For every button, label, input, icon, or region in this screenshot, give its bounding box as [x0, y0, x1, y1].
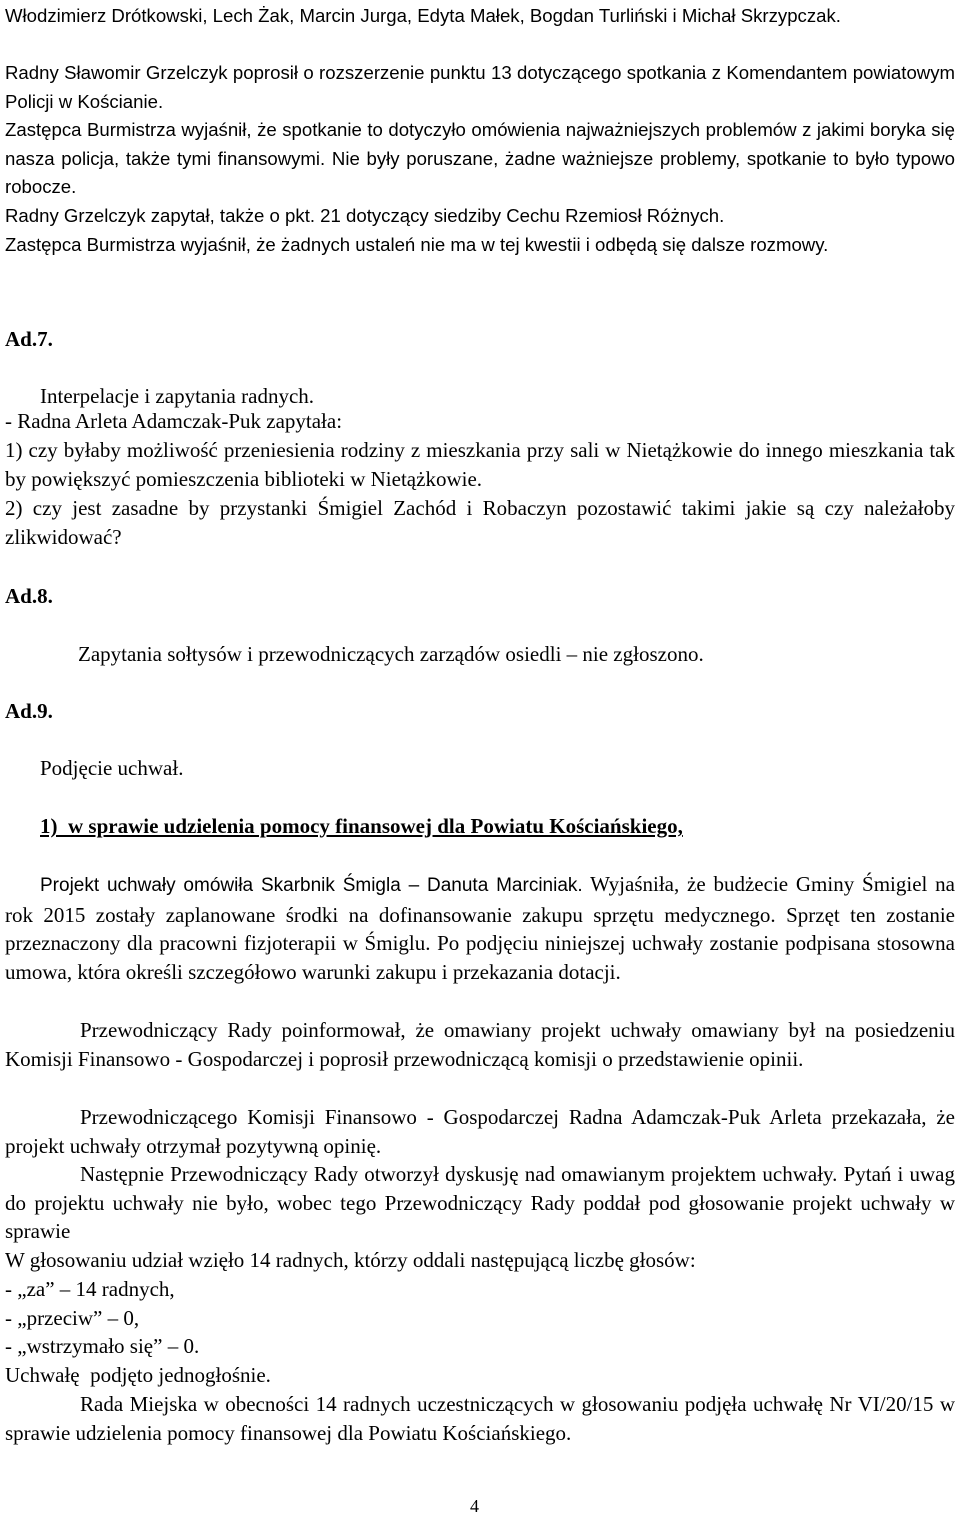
resolution-paragraph-4: Następnie Przewodniczący Rady otworzył dyskusję nad omawianym projektem uchwały. Pytań i uwag do projektu uchwały nie było, wobec tego Przewodniczący Rady poddał pod głosowanie projekt uchwały w sprawie [5, 1162, 955, 1243]
resolution-heading: 1) w sprawie udzielenia pomocy finansowej dla Powiatu Kościańskiego, [40, 814, 683, 838]
answer-paragraph: Zastępca Burmistrza wyjaśnił, że spotkanie to dotyczyło omówienia najważniejszych problemów z jakimi boryka się nasza policja, także tymi finansowymi. Nie były poruszane, żadne ważniejsze problemy, spotkanie to było typowo robocze. [5, 119, 955, 197]
question-paragraph-2: Radny Grzelczyk zapytał, także o pkt. 21 dotyczący siedziby Cechu Rzemiosł Różnych. [5, 205, 725, 226]
section-title-ad9: Podjęcie uchwał. [40, 756, 184, 780]
question-2: 2) czy jest zasadne by przystanki Śmigiel Zachód i Robaczyn pozostawić takimi jakie są czy należałoby zlikwidować? [5, 496, 955, 549]
question-paragraph: Radny Sławomir Grzelczyk poprosił o rozszerzenie punktu 13 dotyczącego spotkania z Komendantem powiatowym Policji w Kościanie. [5, 62, 955, 112]
vote-against: - „przeciw” – 0, [5, 1306, 140, 1330]
resolution-intro-text: Wyjaśniła, że budżecie Gminy Śmigiel na rok 2015 zostały zaplanowane środki na dofinansowanie zakupu sprzętu medycznego. Sprzęt ten zostanie przeznaczony dla pracowni fizjoterapii w Śmiglu. Po podjęciu niniejszej uchwały zostanie podpisana stosowna umowa, która określi szczegółowo warunki zakupu i przekazania dotacji. [5, 872, 955, 984]
question-intro: - Radna Arleta Adamczak-Puk zapytała: [5, 409, 343, 433]
section-heading-ad7: Ad.7. [5, 327, 53, 351]
section-text-ad8: Zapytania sołtysów i przewodniczących zarządów osiedli – nie zgłoszono. [78, 642, 704, 666]
resolution-intro-presenter: Projekt uchwały omówiła Skarbnik Śmigla – Danuta Marciniak. [40, 875, 583, 896]
attendees-paragraph: Włodzimierz Drótkowski, Lech Żak, Marcin Jurga, Edyta Małek, Bogdan Turliński i Michał Skrzypczak. [5, 5, 841, 26]
resolution-final: Rada Miejska w obecności 14 radnych uczestniczących w głosowaniu podjęła uchwałę Nr VI/20/15 w sprawie udzielenia pomocy finansowej dla Powiatu Kościańskiego. [5, 1392, 955, 1445]
vote-abstain: - „wstrzymało się” – 0. [5, 1334, 200, 1358]
vote-for: - „za” – 14 radnych, [5, 1277, 175, 1301]
question-1: 1) czy byłaby możliwość przeniesienia rodziny z mieszkania przy sali w Nietążkowie do innego mieszkania tak by powiększyć pomieszczenia biblioteki w Nietążkowie. [5, 438, 955, 491]
resolution-paragraph-3: Przewodniczącego Komisji Finansowo - Gospodarczej Radna Adamczak-Puk Arleta przekazała, że projekt uchwały otrzymał pozytywną opinię. [5, 1105, 955, 1158]
section-title-ad7: Interpelacje i zapytania radnych. [40, 384, 315, 408]
section-heading-ad9: Ad.9. [5, 699, 53, 723]
vote-intro: W głosowaniu udział wzięło 14 radnych, którzy oddali następującą liczbę głosów: [5, 1248, 696, 1272]
vote-result: Uchwałę podjęto jednogłośnie. [5, 1363, 271, 1387]
resolution-paragraph-2: Przewodniczący Rady poinformował, że omawiany projekt uchwały omawiany był na posiedzeniu Komisji Finansowo - Gospodarczej i poprosił przewodniczącą komisji o przedstawienie opinii. [5, 1018, 955, 1071]
resolution-intro [5, 870, 955, 986]
section-heading-ad8: Ad.8. [5, 584, 53, 608]
answer-paragraph-2: Zastępca Burmistrza wyjaśnił, że żadnych ustaleń nie ma w tej kwestii i odbędą się dalsze rozmowy. [5, 234, 829, 255]
page-number: 4 [470, 1496, 479, 1516]
